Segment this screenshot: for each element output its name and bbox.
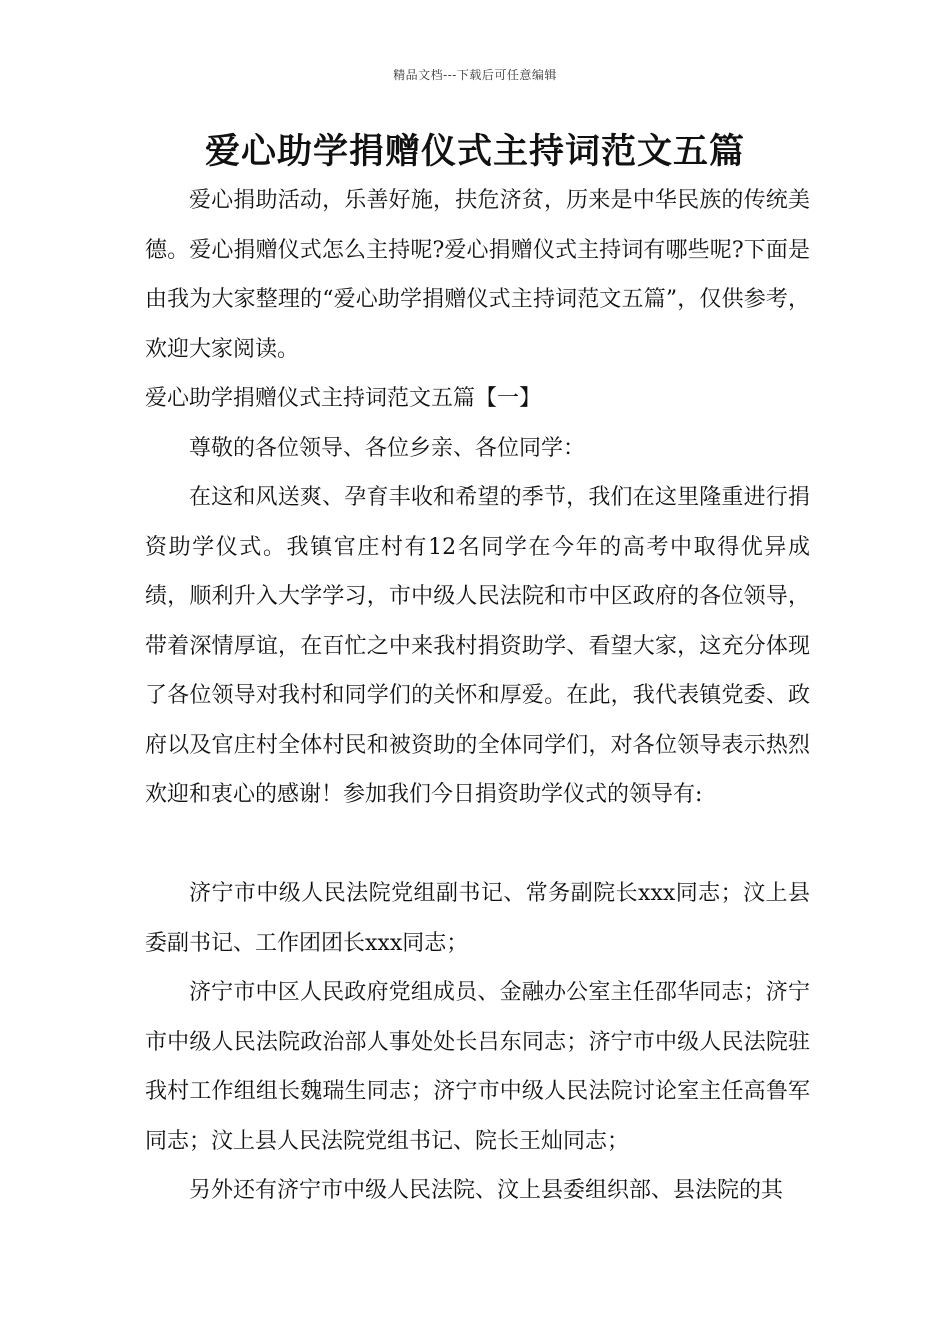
document-body	[145, 176, 810, 1216]
section-heading: 爱心助学捐赠仪式主持词范文五篇【一】	[145, 386, 542, 411]
header-note: 精品文档---下载后可任意编辑	[393, 68, 557, 82]
body-paragraph-3: 济宁市中区人民政府党组成员、金融办公室主任邵华同志；济宁市中级人民法院政治部人事处处长吕东同志；济宁市中级人民法院驻我村工作组组长魏瑞生同志；济宁市中级人民法院讨论室主任高鲁军同志；汶上县人民法院党组书记、院长王灿同志；	[145, 980, 810, 1154]
body-paragraph-2: 济宁市中级人民法院党组副书记、常务副院长xxx同志；汶上县委副书记、工作团团长xxx同志；	[145, 881, 810, 956]
document-title: 爱心助学捐赠仪式主持词范文五篇	[204, 131, 745, 172]
paragraph-spacer	[145, 820, 810, 870]
body-paragraph-1: 在这和风送爽、孕育丰收和希望的季节，我们在这里隆重进行捐资助学仪式。我镇官庄村有12名同学在今年的高考中取得优异成绩，顺利升入大学学习，市中级人民法院和市中区政府的各位领导，带着深情厚谊，在百忙之中来我村捐资助学、看望大家，这充分体现了各位领导对我村和同学们的关怀和厚爱。在此，我代表镇党委、政府以及官庄村全体村民和被资助的全体同学们，对各位领导表示热烈欢迎和衷心的感谢！参加我们今日捐资助学仪式的领导有:	[145, 485, 810, 807]
greeting-paragraph: 尊敬的各位领导、各位乡亲、各位同学：	[189, 435, 586, 461]
body-paragraph-4: 另外还有济宁市中级人民法院、汶上县委组织部、县法院的其	[189, 1178, 784, 1203]
intro-paragraph: 爱心捐助活动，乐善好施，扶危济贫，历来是中华民族的传统美德。爱心捐赠仪式怎么主持呢?爱心捐赠仪式主持词有哪些呢?下面是由我为大家整理的“爱心助学捐赠仪式主持词范文五篇”，仅供参考，欢迎大家阅读。	[145, 188, 810, 362]
